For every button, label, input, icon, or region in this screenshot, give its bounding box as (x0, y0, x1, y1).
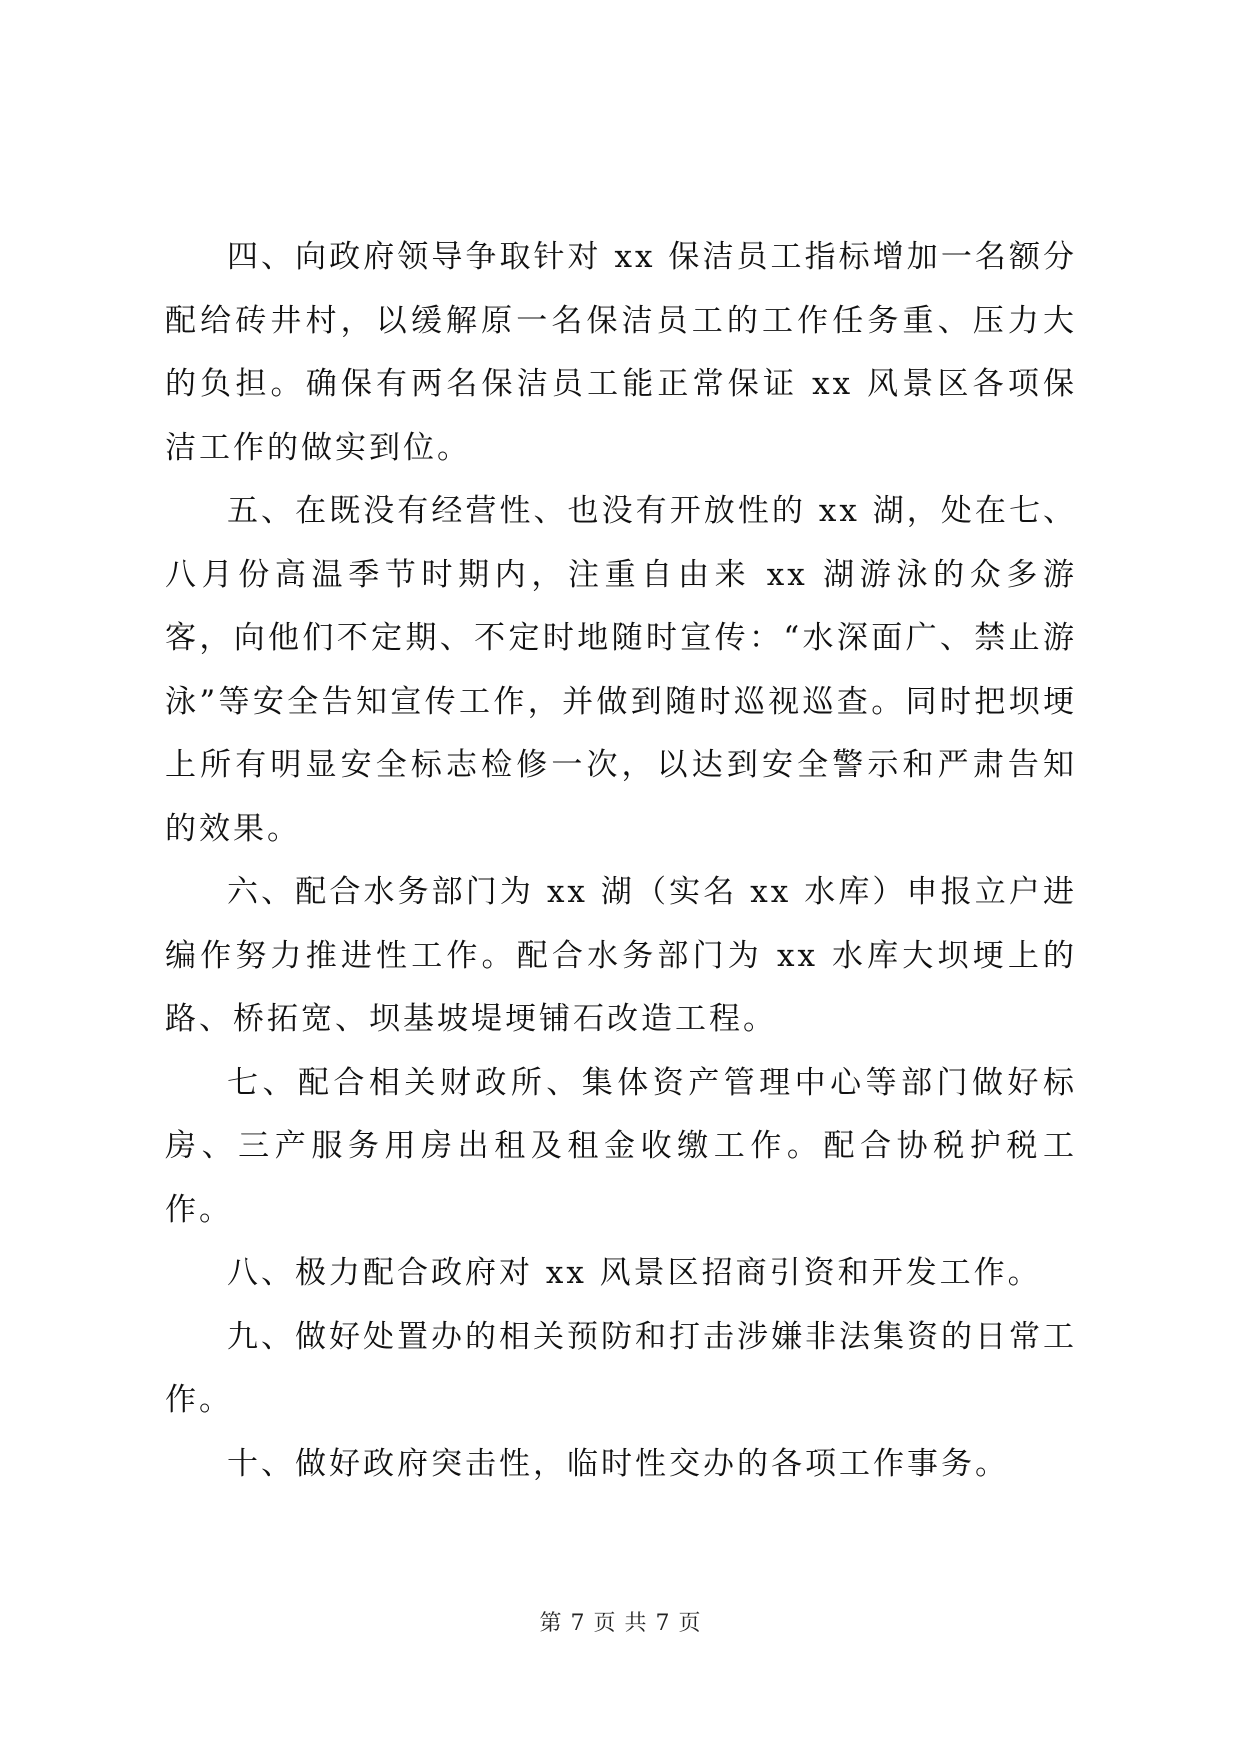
document-body (165, 226, 1077, 1496)
paragraph-7: 七、配合相关财政所、集体资产管理中心等部门做好标房、三产服务用房出租及租金收缴工作。配合协税护税工作。 (165, 1064, 1077, 1228)
paragraph-4: 四、向政府领导争取针对 xx 保洁员工指标增加一名额分配给砖井村，以缓解原一名保洁员工的工作任务重、压力大的负担。确保有两名保洁员工能正常保证 xx 风景区各项保洁工作的做实到位。 (165, 239, 1077, 466)
paragraph-5: 五、在既没有经营性、也没有开放性的 xx 湖，处在七、八月份高温季节时期内，注重自由来 xx 湖游泳的众多游客，向他们不定期、不定时地随时宣传：“水深面广、禁止游泳”等安全告知宣传工作，并做到随时巡视巡查。同时把坝埂上所有明显安全标志检修一次，以达到安全警示和严肃告知的效果。 (165, 493, 1077, 847)
paragraph-9: 九、做好处置办的相关预防和打击涉嫌非法集资的日常工作。 (165, 1318, 1077, 1418)
paragraph-10: 十、做好政府突击性，临时性交办的各项工作事务。 (227, 1445, 1009, 1482)
paragraph-8: 八、极力配合政府对 xx 风景区招商引资和开发工作。 (227, 1255, 1042, 1291)
paragraph-6: 六、配合水务部门为 xx 湖（实名 xx 水库）申报立户进编作努力推进性工作。配合水务部门为 xx 水库大坝埂上的路、桥拓宽、坝基坡堤埂铺石改造工程。 (165, 874, 1077, 1037)
page-number-footer: 第 7 页 共 7 页 (539, 1611, 702, 1636)
